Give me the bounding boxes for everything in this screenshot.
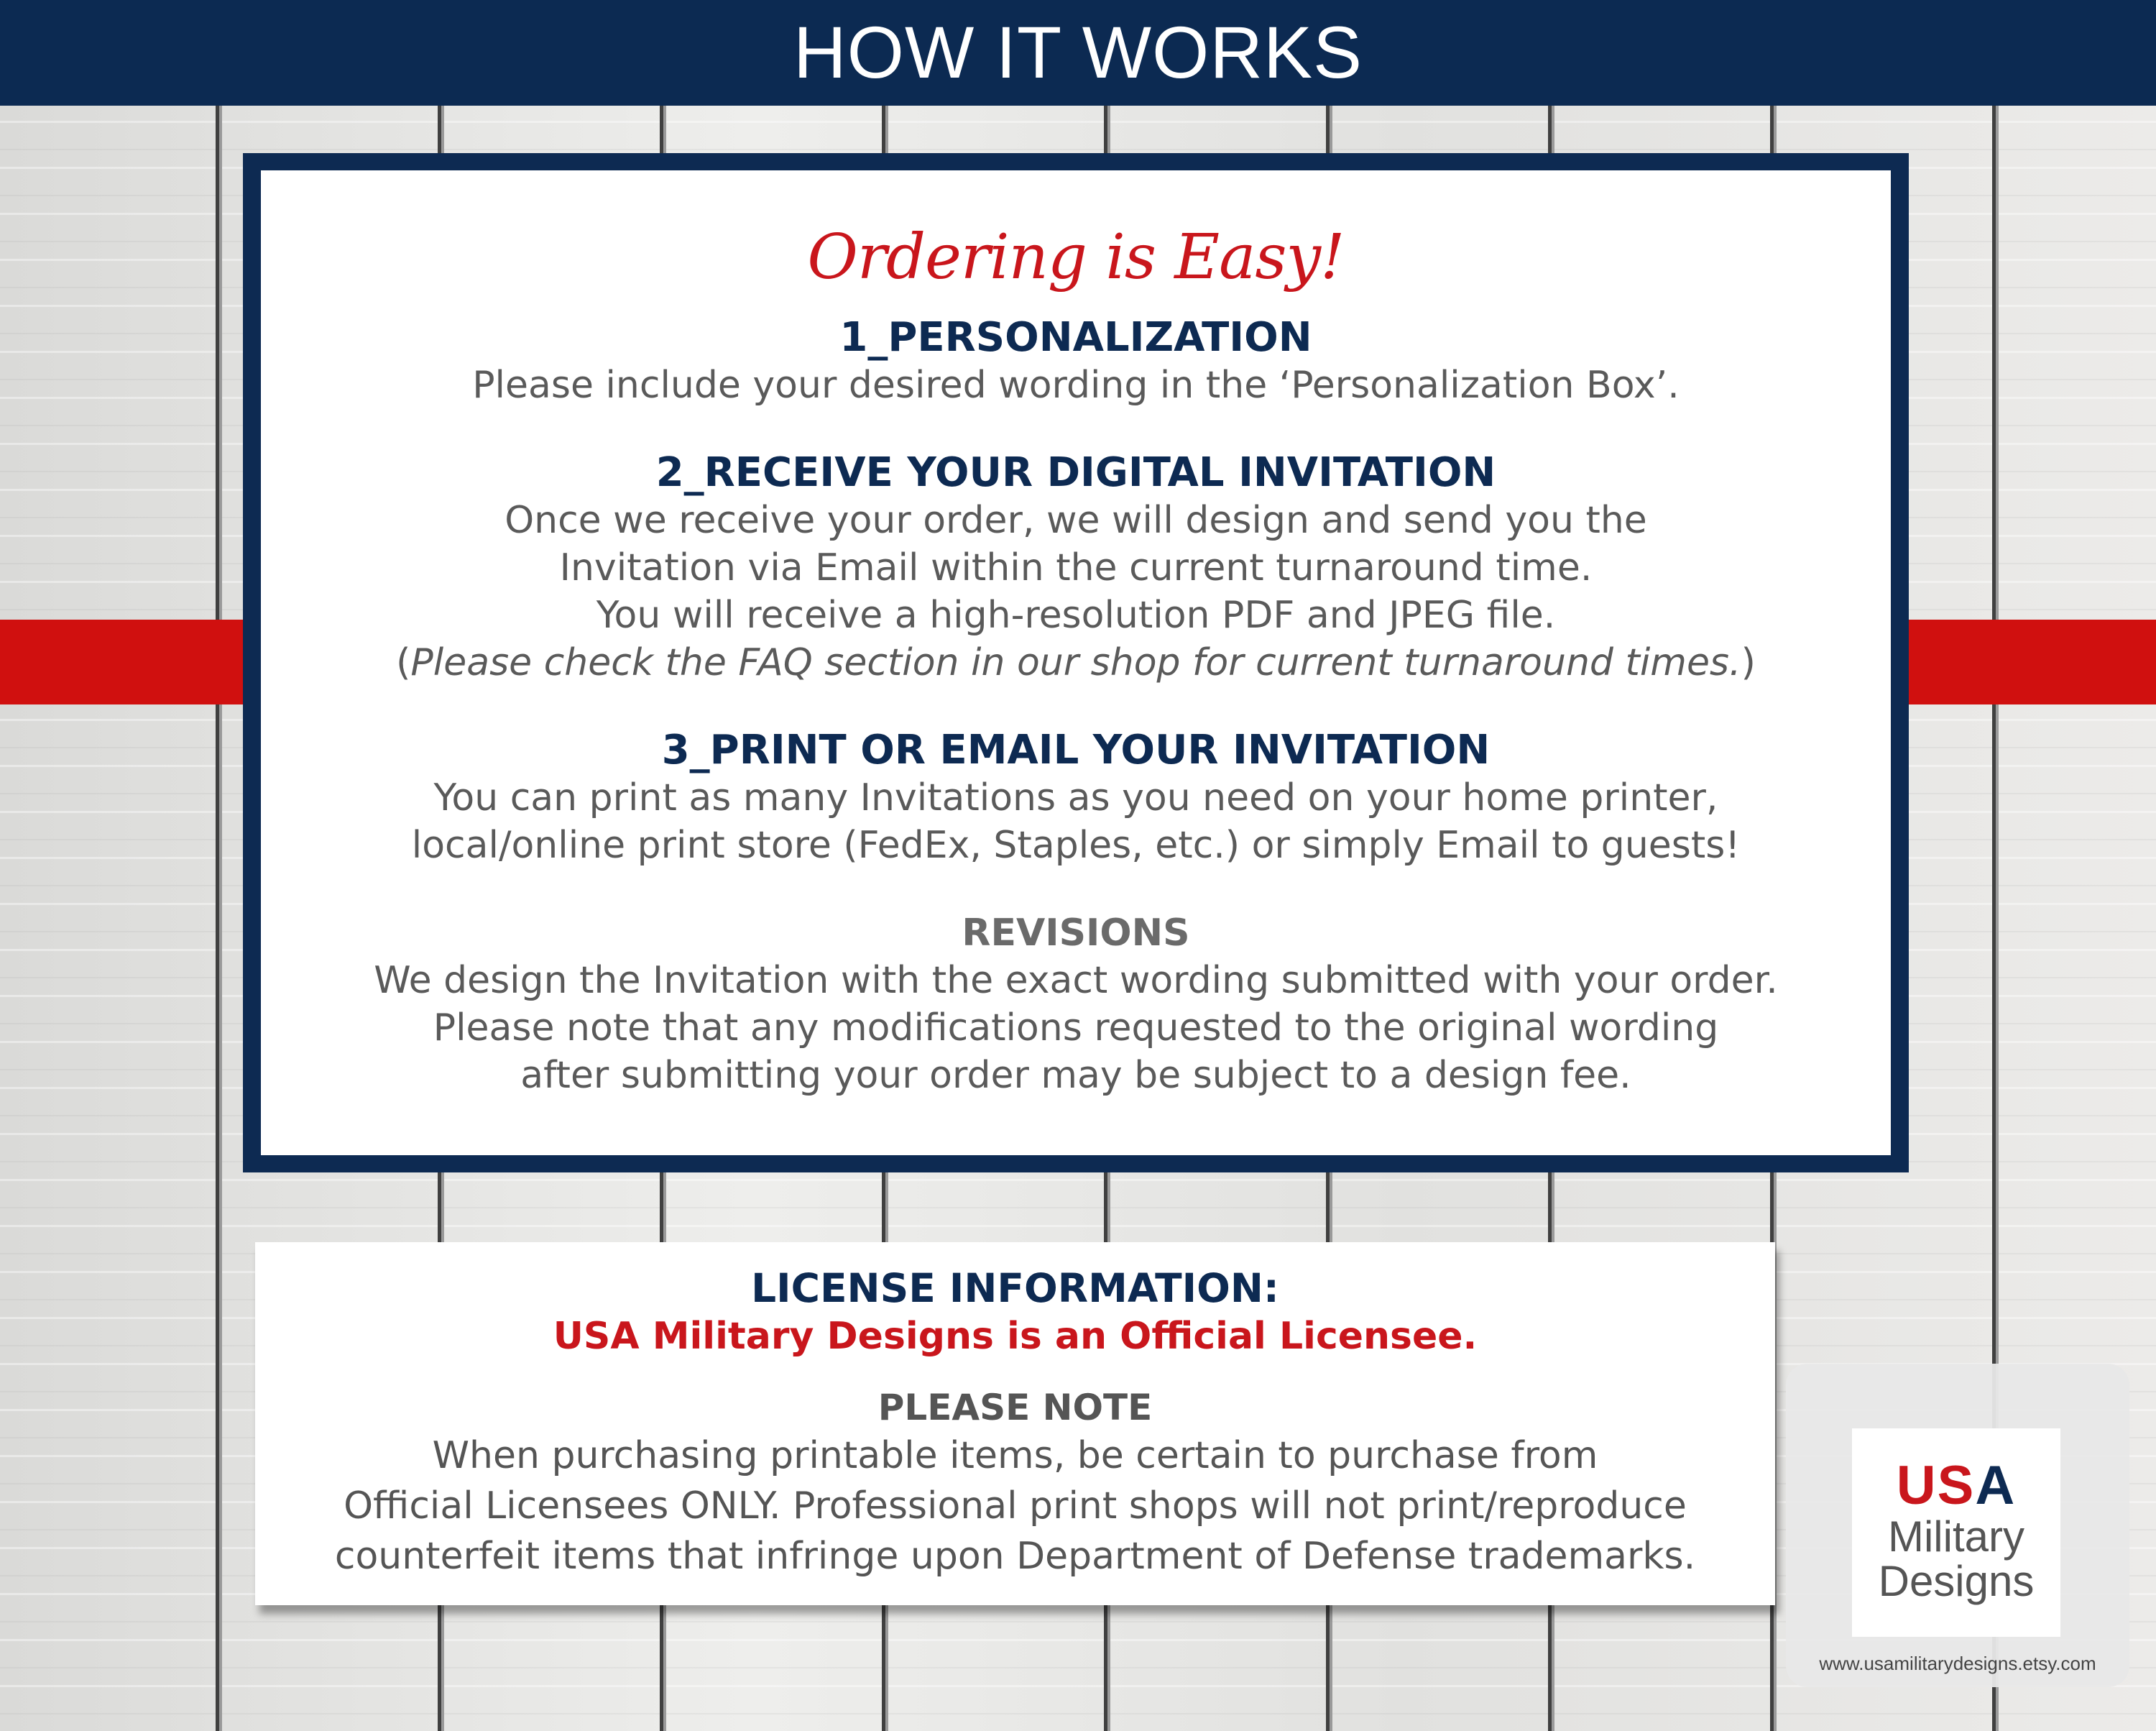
step-receive xyxy=(261,449,1891,687)
logo-letter-u: U xyxy=(1896,1455,1938,1516)
step-text: You can print as many Invitations as you need on your home printer, xyxy=(433,776,1718,819)
step-text: Please include your desired wording in the ‘Personalization Box’. xyxy=(472,364,1680,407)
step-text: local/online print store (FedEx, Staples, etc.) or simply Email to guests! xyxy=(411,824,1741,867)
brand-logo-plate xyxy=(1786,1364,2129,1687)
logo-letter-s: S xyxy=(1937,1455,1976,1516)
step-text: Once we receive your order, we will design and send you the xyxy=(505,499,1647,542)
step-print xyxy=(261,727,1891,869)
revisions-text: after submitting your order may be subject to a design fee. xyxy=(520,1054,1631,1097)
faq-note: Please check the FAQ section in our shop for current turnaround times. xyxy=(410,641,1741,684)
ordering-title: Ordering is Easy! xyxy=(807,221,1345,293)
step-personalization xyxy=(261,314,1891,409)
license-title: LICENSE INFORMATION: xyxy=(751,1265,1279,1311)
step-title: 1_PERSONALIZATION xyxy=(839,314,1312,361)
logo-usa xyxy=(1852,1457,2060,1515)
license-subtitle: USA Military Designs is an Official Licensee. xyxy=(553,1315,1478,1358)
revisions-section xyxy=(261,909,1891,1099)
step-title: 2_RECEIVE YOUR DIGITAL INVITATION xyxy=(655,449,1496,496)
brand-logo xyxy=(1852,1428,2060,1637)
revisions-text: Please note that any modifications requested to the original wording xyxy=(433,1006,1719,1050)
logo-military: Military xyxy=(1888,1512,2024,1561)
note-text: counterfeit items that infringe upon Department of Defense trademarks. xyxy=(334,1535,1696,1578)
note-title: PLEASE NOTE xyxy=(877,1387,1153,1428)
logo-designs: Designs xyxy=(1878,1557,2035,1605)
ordering-card xyxy=(243,153,1909,1172)
step-text: Invitation via Email within the current turnaround time. xyxy=(559,546,1593,589)
license-card xyxy=(255,1242,1775,1605)
step-title: 3_PRINT OR EMAIL YOUR INVITATION xyxy=(661,727,1491,773)
step-paren-note: (Please check the FAQ section in our shop for current turnaround times.) xyxy=(396,641,1756,684)
step-text: You will receive a high-resolution PDF and JPEG file. xyxy=(596,594,1556,637)
shop-url: www.usamilitarydesigns.etsy.com xyxy=(1819,1653,2096,1674)
note-text: Official Licensees ONLY. Professional print shops will not print/reproduce xyxy=(344,1484,1687,1528)
revisions-text: We design the Invitation with the exact wording submitted with your order. xyxy=(374,959,1778,1002)
note-text: When purchasing printable items, be certain to purchase from xyxy=(432,1434,1598,1477)
revisions-title: REVISIONS xyxy=(962,912,1190,955)
logo-letter-a: A xyxy=(1975,1455,2017,1516)
page-title: HOW IT WORKS xyxy=(793,12,1363,93)
ordering-card-inner xyxy=(261,170,1891,1155)
header-banner xyxy=(0,0,2156,106)
